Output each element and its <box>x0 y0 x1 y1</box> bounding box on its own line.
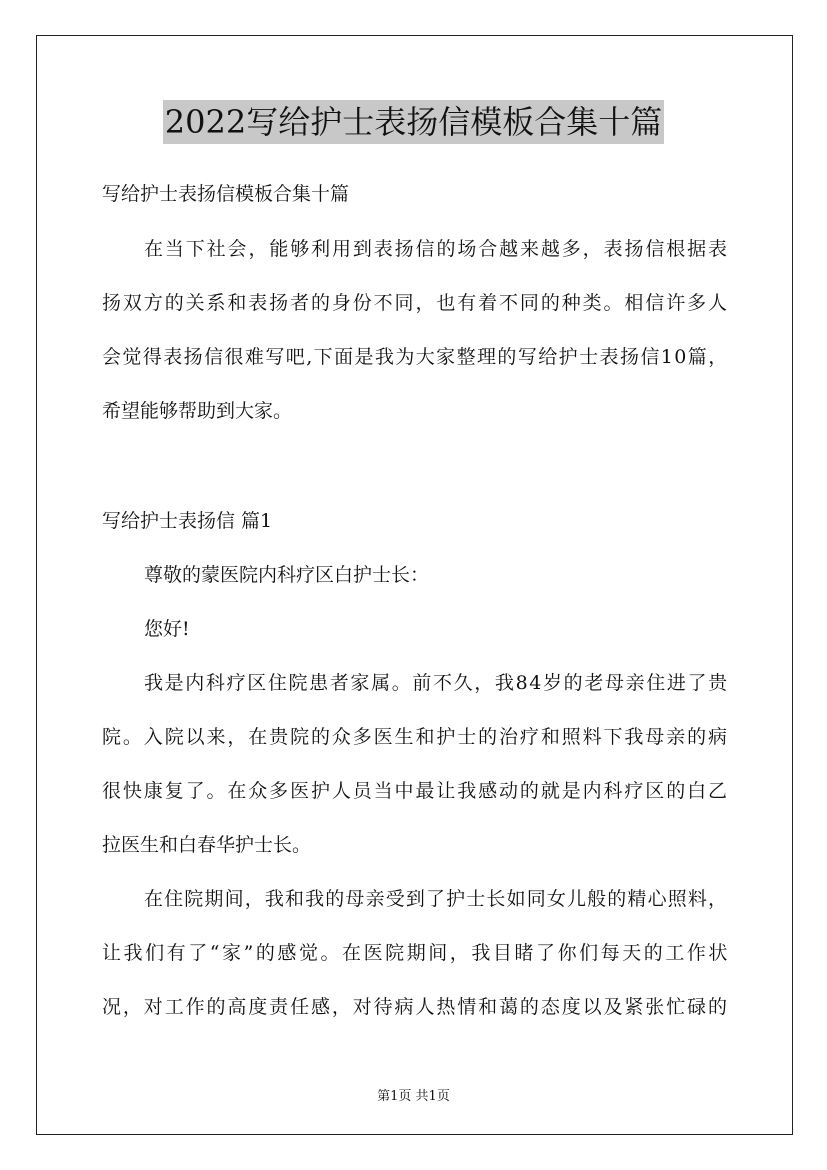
intro-line-1: 在当下社会，能够利用到表扬信的场合越来越多，表扬信根据表 <box>144 238 729 260</box>
salutation: 尊敬的蒙医院内科疗区白护士长： <box>144 564 430 586</box>
title-container <box>0 100 827 144</box>
page-footer: 第1页 共1页 <box>377 1089 450 1104</box>
intro-line-4: 希望能够帮助到大家。 <box>102 400 293 422</box>
document-subtitle: 写给护士表扬信模板合集十篇 <box>102 183 350 205</box>
para2-line-1: 在住院期间，我和我的母亲受到了护士长如同女儿般的精心照料， <box>144 888 729 910</box>
para2-line-3: 况，对工作的高度责任感，对待病人热情和蔼的态度以及紧张忙碌的 <box>102 996 729 1018</box>
intro-line-2: 扬双方的关系和表扬者的身份不同，也有着不同的种类。相信许多人 <box>102 292 729 314</box>
para2-line-2: 让我们有了“家”的感觉。在医院期间，我目睹了你们每天的工作状 <box>102 942 730 964</box>
section-heading: 写给护士表扬信 篇1 <box>102 510 273 532</box>
greeting: 您好! <box>144 618 190 640</box>
para1-line-2: 院。入院以来，在贵院的众多医生和护士的治疗和照料下我母亲的病 <box>102 726 729 748</box>
intro-line-3: 会觉得表扬信很难写吧,下面是我为大家整理的写给护士表扬信10篇， <box>102 346 729 368</box>
document-title: 2022写给护士表扬信模板合集十篇 <box>163 100 664 144</box>
para1-line-1: 我是内科疗区住院患者家属。前不久，我84岁的老母亲住进了贵 <box>144 672 729 694</box>
para1-line-4: 拉医生和白春华护士长。 <box>102 834 312 856</box>
para1-line-3: 很快康复了。在众多医护人员当中最让我感动的就是内科疗区的白乙 <box>102 780 729 802</box>
